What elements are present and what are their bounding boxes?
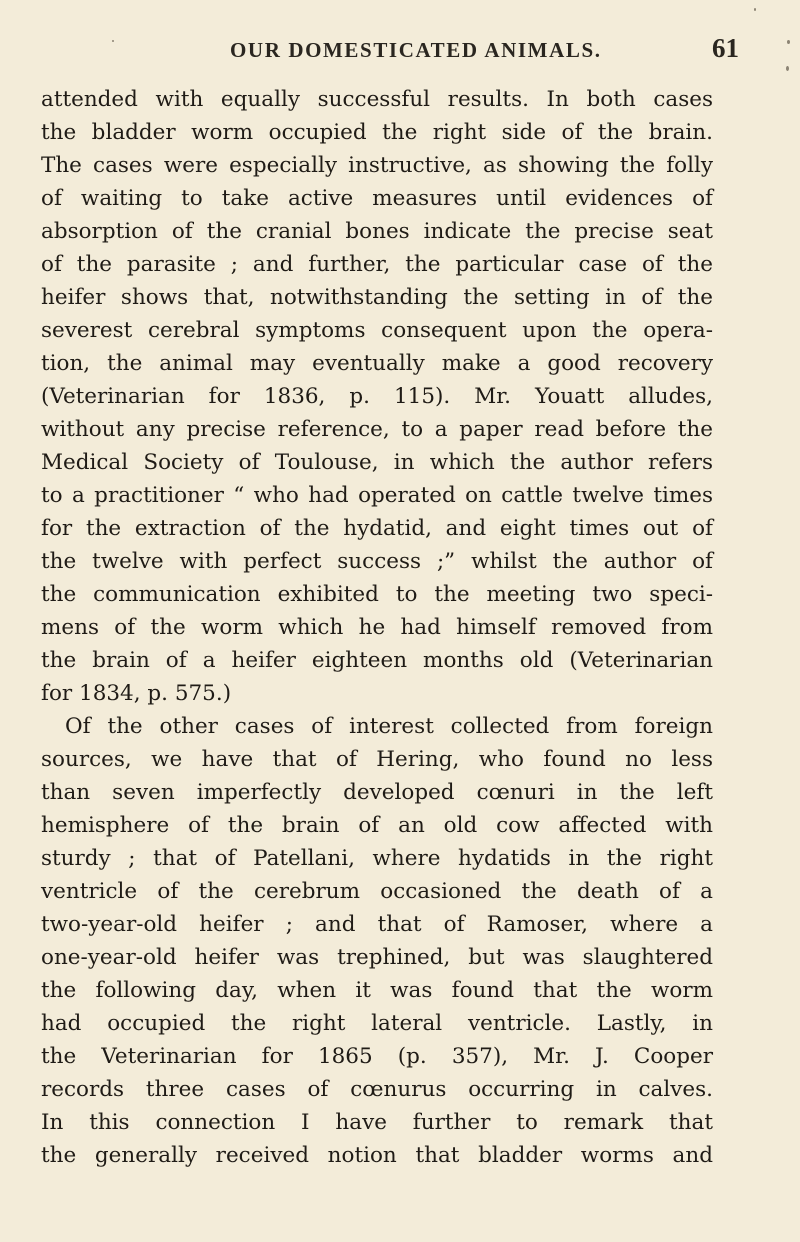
text-line: sources, we have that of Hering, who found no less <box>41 747 713 772</box>
text-line: one-year-old heifer was trephined, but was slaughtered <box>41 945 713 970</box>
text-line: than seven imperfectly developed cœnuri in the left <box>41 780 713 805</box>
text-line: Of the other cases of interest collected from foreign <box>65 714 713 739</box>
text-line: records three cases of cœnurus occurring in calves. <box>41 1077 713 1102</box>
running-head <box>0 33 800 68</box>
text-line: In this connection I have further to remark that <box>41 1110 713 1135</box>
text-line: ventricle of the cerebrum occasioned the death of a <box>41 879 713 904</box>
text-line: without any precise reference, to a paper read before the <box>41 417 713 442</box>
text-line: for the extraction of the hydatid, and eight times out of <box>41 516 713 541</box>
text-line: sturdy ; that of Patellani, where hydatids in the right <box>41 846 713 871</box>
text-line: severest cerebral symptoms consequent upon the opera- <box>41 318 713 343</box>
text-line: the twelve with perfect success ;” whilst the author of <box>41 549 713 574</box>
text-line: The cases were especially instructive, as showing the folly <box>41 153 713 178</box>
text-line: absorption of the cranial bones indicate the precise seat <box>41 219 713 244</box>
text-line: (Veterinarian for 1836, p. 115). Mr. Youatt alludes, <box>41 384 713 409</box>
text-line: had occupied the right lateral ventricle. Lastly, in <box>41 1011 713 1036</box>
text-line: two-year-old heifer ; and that of Ramoser, where a <box>41 912 713 937</box>
text-line: the generally received notion that bladder worms and <box>41 1143 713 1168</box>
text-line: the brain of a heifer eighteen months old (Veterinarian <box>41 648 713 673</box>
text-line: the communication exhibited to the meeting two speci- <box>41 582 713 607</box>
text-line: the bladder worm occupied the right side of the brain. <box>41 120 713 145</box>
paper-speck <box>754 8 756 11</box>
page-number: 61 <box>712 33 739 63</box>
text-line: of the parasite ; and further, the particular case of the <box>41 252 713 277</box>
text-line: attended with equally successful results. In both cases <box>41 87 713 112</box>
text-line: heifer shows that, notwithstanding the setting in of the <box>41 285 713 310</box>
text-line: mens of the worm which he had himself removed from <box>41 615 713 640</box>
paper-speck <box>112 40 114 42</box>
text-line: for 1834, p. 575.) <box>41 681 232 706</box>
text-line: to a practitioner “ who had operated on cattle twelve times <box>41 483 713 508</box>
text-line: tion, the animal may eventually make a good recovery <box>41 351 713 376</box>
text-line: the following day, when it was found that the worm <box>41 978 713 1003</box>
text-line: of waiting to take active measures until evidences of <box>41 186 713 211</box>
text-line: Medical Society of Toulouse, in which the author refers <box>41 450 713 475</box>
paper-speck <box>786 66 789 71</box>
running-title: OUR DOMESTICATED ANIMALS. <box>230 38 602 62</box>
text-line: the Veterinarian for 1865 (p. 357), Mr. J. Cooper <box>41 1044 713 1069</box>
paper-speck <box>787 40 790 44</box>
text-line: hemisphere of the brain of an old cow affected with <box>41 813 713 838</box>
